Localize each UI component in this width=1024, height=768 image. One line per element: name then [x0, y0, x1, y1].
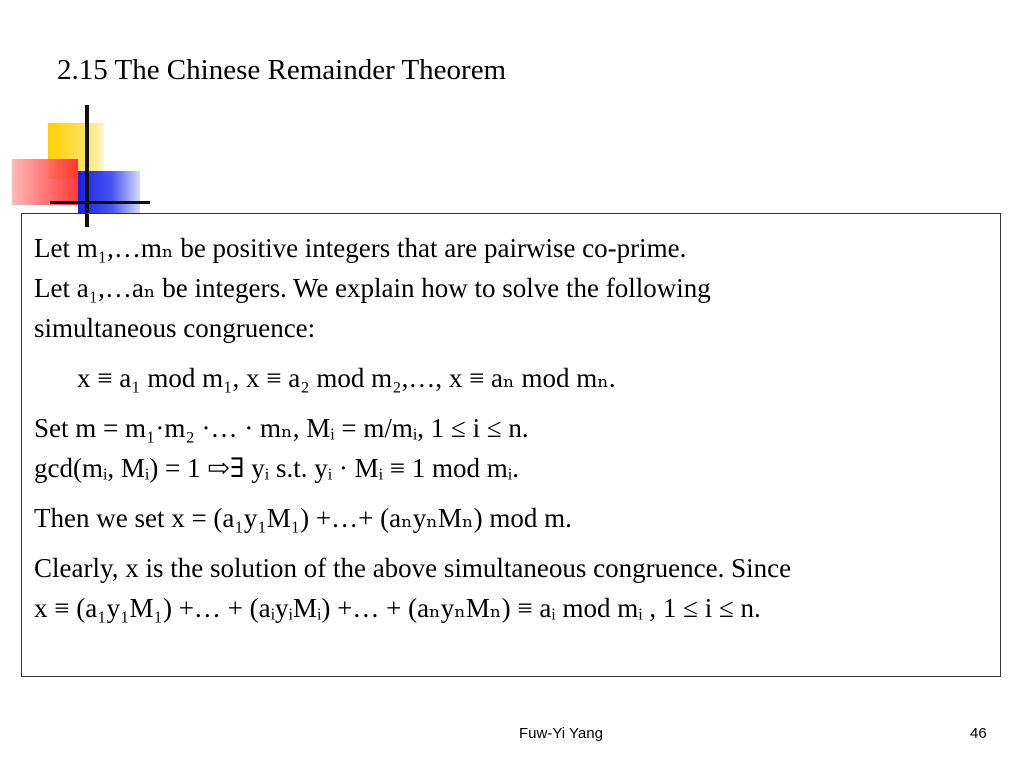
logo-vertical-line [85, 105, 89, 227]
logo-horizontal-line [50, 201, 150, 204]
solution-line: Then we set x = (a₁y₁M₁) +…+ (aₙyₙMₙ) mod m. [34, 503, 572, 533]
page-number: 46 [970, 725, 987, 742]
theorem-box [21, 213, 1001, 677]
footer-author: Fuw-Yi Yang [519, 725, 603, 742]
theorem-content [34, 228, 990, 628]
slide-logo [0, 105, 150, 230]
gcd-line: gcd(mᵢ, Mᵢ) = 1 ⇨∃ yᵢ s.t. yᵢ · Mᵢ ≡ 1 mod mᵢ. [34, 453, 519, 483]
body-line-1: Let m₁,…mₙ be positive integers that are pairwise co-prime. [34, 233, 687, 263]
body-line-3: simultaneous congruence: [34, 313, 316, 343]
conclusion-line-1: Clearly, x is the solution of the above simultaneous congruence. Since [34, 553, 792, 583]
congruence-system: x ≡ a₁ mod m₁, x ≡ a₂ mod m₂,…, x ≡ aₙ mod mₙ. [77, 363, 616, 393]
conclusion-line-2: x ≡ (a₁y₁M₁) +… + (aᵢyᵢMᵢ) +… + (aₙyₙMₙ) ≡ aᵢ mod mᵢ , 1 ≤ i ≤ n. [34, 593, 761, 623]
red-square [12, 159, 78, 205]
body-line-2: Let a₁,…aₙ be integers. We explain how to solve the following [34, 273, 711, 303]
slide-title: 2.15 The Chinese Remainder Theorem [57, 54, 507, 86]
definition-line: Set m = m₁·m₂ ·… · mₙ, Mᵢ = m/mᵢ, 1 ≤ i ≤ n. [34, 413, 529, 443]
